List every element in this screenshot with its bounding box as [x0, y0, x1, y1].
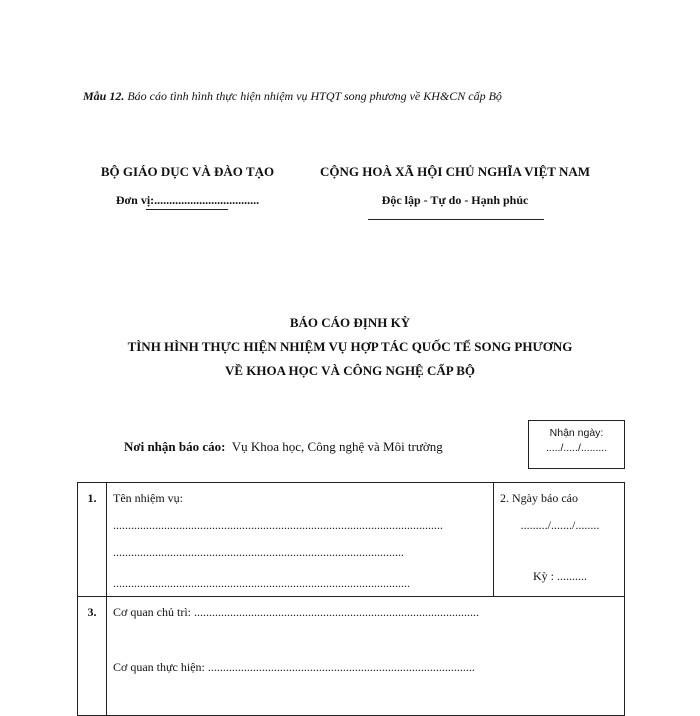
motto: Độc lập - Tự do - Hạnh phúc — [381, 193, 529, 207]
motto-underline — [368, 219, 544, 220]
task-name-dots-2: ................................................................................................. — [113, 545, 404, 559]
report-title — [0, 311, 700, 383]
exec-agency-label: Cơ quan thực hiện: — [113, 660, 205, 674]
received-date: ...../...../......... — [545, 442, 608, 454]
host-agency-label: Cơ quan chủ trì: — [113, 605, 191, 619]
report-date-value: ........./......./........ — [520, 518, 600, 532]
exec-agency-line — [113, 660, 618, 675]
task-name-cell[interactable] — [107, 483, 494, 597]
ministry-header — [90, 164, 285, 208]
unit-line — [90, 193, 285, 208]
task-name-label: Tên nhiệm vụ: — [113, 491, 183, 505]
template-prefix: Mẫu 12. — [83, 89, 125, 103]
row-number-3: 3. — [78, 597, 107, 716]
form-row-1 — [78, 483, 625, 597]
unit-underline — [146, 209, 228, 210]
report-period: Kỳ : .......... — [533, 569, 587, 583]
unit-label: Đơn vị: — [115, 193, 155, 207]
country-name: CỘNG HOÀ XÃ HỘI CHỦ NGHĨA VIỆT NAM — [319, 164, 591, 179]
template-title: Báo cáo tình hình thực hiện nhiệm vụ HTQT song phương về KH&CN cấp Bộ — [127, 89, 502, 103]
report-title-line3: VỀ KHOA HỌC VÀ CÔNG NGHỆ CẤP BỘ — [224, 363, 476, 378]
country-header — [305, 164, 605, 208]
task-name-dots-3: ................................................................................................... — [113, 576, 410, 590]
report-title-line2: TÌNH HÌNH THỰC HIỆN NHIỆM VỤ HỢP TÁC QUỐC TẾ SONG PHƯƠNG — [127, 339, 573, 354]
report-form-table — [77, 482, 625, 716]
received-stamp-box — [528, 420, 625, 469]
ministry-name: BỘ GIÁO DỤC VÀ ĐÀO TẠO — [100, 164, 275, 179]
host-agency-line — [113, 605, 618, 620]
template-caption — [83, 89, 502, 104]
exec-agency-dots: ......................................................................................... — [207, 660, 475, 674]
report-title-line1: BÁO CÁO ĐỊNH KỲ — [289, 315, 411, 330]
report-date-cell[interactable] — [494, 483, 625, 597]
report-date-label: 2. Ngày báo cáo — [500, 491, 578, 505]
recipient-line — [124, 439, 443, 455]
form-row-3 — [78, 597, 625, 716]
agency-cell[interactable] — [107, 597, 625, 716]
unit-dots: ................................... — [154, 193, 260, 207]
host-agency-dots: ............................................................................................... — [194, 605, 479, 619]
row-number-1: 1. — [78, 483, 107, 597]
task-name-dots-1: .............................................................................................................. — [113, 518, 443, 532]
recipient-value: Vụ Khoa học, Công nghệ và Môi trường — [231, 439, 443, 454]
received-label: Nhận ngày: — [549, 427, 604, 439]
recipient-label: Nơi nhận báo cáo: — [124, 439, 226, 454]
